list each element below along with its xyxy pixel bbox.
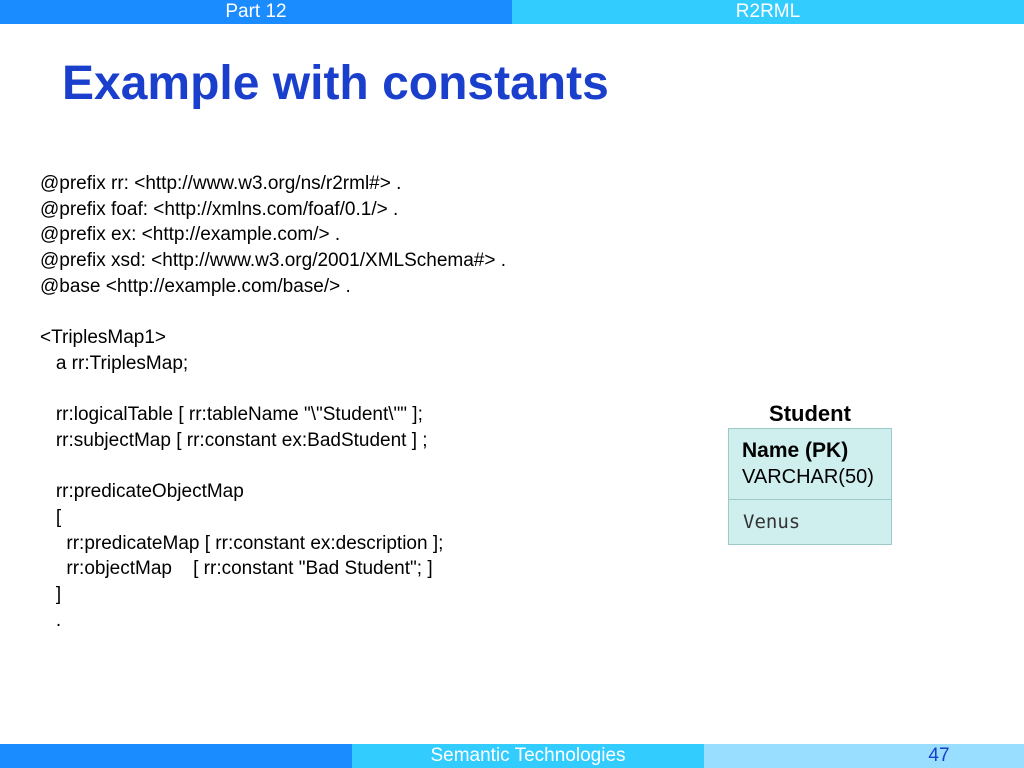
code-line: <TriplesMap1> [40, 327, 167, 349]
code-block [40, 171, 680, 633]
code-line [40, 454, 680, 480]
code-line: rr:predicateMap [ rr:constant ex:description ]; [40, 532, 444, 554]
code-line [40, 299, 680, 325]
code-line: @prefix rr: <http://www.w3.org/ns/r2rml#> . [40, 173, 402, 194]
table-divider [729, 499, 891, 500]
code-line: @base <http://example.com/base/> . [40, 275, 351, 297]
section-label: Part 12 [0, 0, 512, 24]
table-cell-value: Venus [743, 511, 801, 533]
code-line: [ [40, 506, 62, 528]
student-table [728, 428, 892, 545]
code-line: . [40, 609, 62, 631]
code-line: rr:subjectMap [ rr:constant ex:BadStudent ] ; [40, 429, 428, 451]
code-line: ] [40, 584, 62, 605]
topic-label: R2RML [512, 0, 1024, 24]
code-line: rr:objectMap [ rr:constant "Bad Student"; ] [40, 558, 433, 580]
code-line: @prefix xsd: <http://www.w3.org/2001/XMLSchema#> . [40, 250, 507, 272]
code-line: a rr:TriplesMap; [40, 352, 189, 374]
code-line: rr:logicalTable [ rr:tableName "\"Student\"" ]; [40, 404, 423, 426]
code-line: rr:predicateObjectMap [40, 481, 244, 503]
code-line: @prefix foaf: <http://xmlns.com/foaf/0.1/> . [40, 198, 399, 220]
code-line: @prefix ex: <http://example.com/> . [40, 224, 341, 246]
table-title: Student [769, 401, 851, 426]
footer-left-segment [0, 744, 352, 768]
column-type: VARCHAR(50) [742, 466, 874, 488]
column-name: Name (PK) [742, 439, 849, 462]
code-line [40, 377, 680, 403]
footer-right-segment [704, 744, 1024, 768]
course-name: Semantic Technologies [352, 744, 704, 768]
slide-title: Example with constants [62, 57, 609, 110]
top-bar [0, 0, 1024, 24]
page-number: 47 [928, 745, 950, 766]
bottom-bar [0, 744, 1024, 768]
